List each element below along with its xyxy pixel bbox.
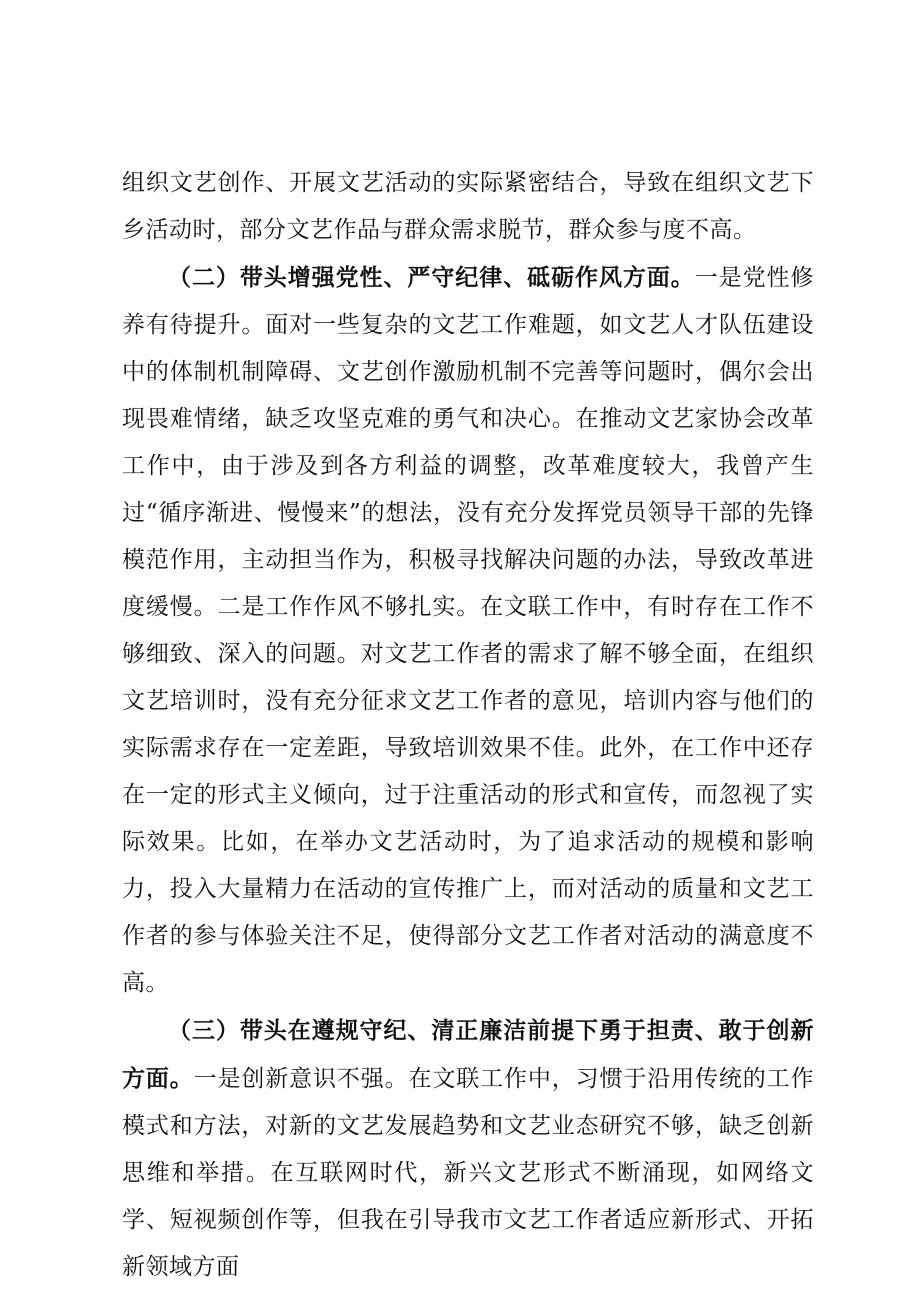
- paragraph-section-three: [122, 1007, 814, 1291]
- document-body: [122, 160, 814, 1291]
- paragraph-text: 组织文艺创作、开展文艺活动的实际紧密结合，导致在组织文艺下乡活动时，部分文艺作品与群众需求脱节，群众参与度不高。: [122, 170, 814, 243]
- section-heading: （二）带头增强党性、严守纪律、砥砺作风方面。: [168, 264, 695, 291]
- paragraph-text: 一是创新意识不强。在文联工作中，习惯于沿用传统的工作模式和方法，对新的文艺发展趋势和文艺业态研究不够，缺乏创新思维和举措。在互联网时代，新兴文艺形式不断涌现，如网络文学、短视频创作等，但我在引导我市文艺工作者适应新形式、开拓新领域方面: [122, 1066, 814, 1280]
- paragraph-continuation: [122, 160, 814, 254]
- section-heading: （三）带头在遵规守纪、清正廉洁前提下勇于担责、敢于创新方面。: [122, 1017, 814, 1092]
- paragraph-text: 一是党性修养有待提升。面对一些复杂的文艺工作难题，如文艺人才队伍建设中的体制机制障碍、文艺创作激励机制不完善等问题时，偶尔会出现畏难情绪，缺乏攻坚克难的勇气和决心。在推动文艺家协会改革工作中，由于涉及到各方利益的调整，改革难度较大，我曾产生过“循序渐进、慢慢来”的想法，没有充分发挥党员领导干部的先锋模范作用，主动担当作为，积极寻找解决问题的办法，导致改革进度缓慢。二是工作作风不够扎实。在文联工作中，有时存在工作不够细致、深入的问题。对文艺工作者的需求了解不够全面，在组织文艺培训时，没有充分征求文艺工作者的意见，培训内容与他们的实际需求存在一定差距，导致培训效果不佳。此外，在工作中还存在一定的形式主义倾向，过于注重活动的形式和宣传，而忽视了实际效果。比如，在举办文艺活动时，为了追求活动的规模和影响力，投入大量精力在活动的宣传推广上，而对活动的质量和文艺工作者的参与体验关注不足，使得部分文艺工作者对活动的满意度不高。: [122, 265, 815, 996]
- paragraph-section-two: [122, 254, 814, 1007]
